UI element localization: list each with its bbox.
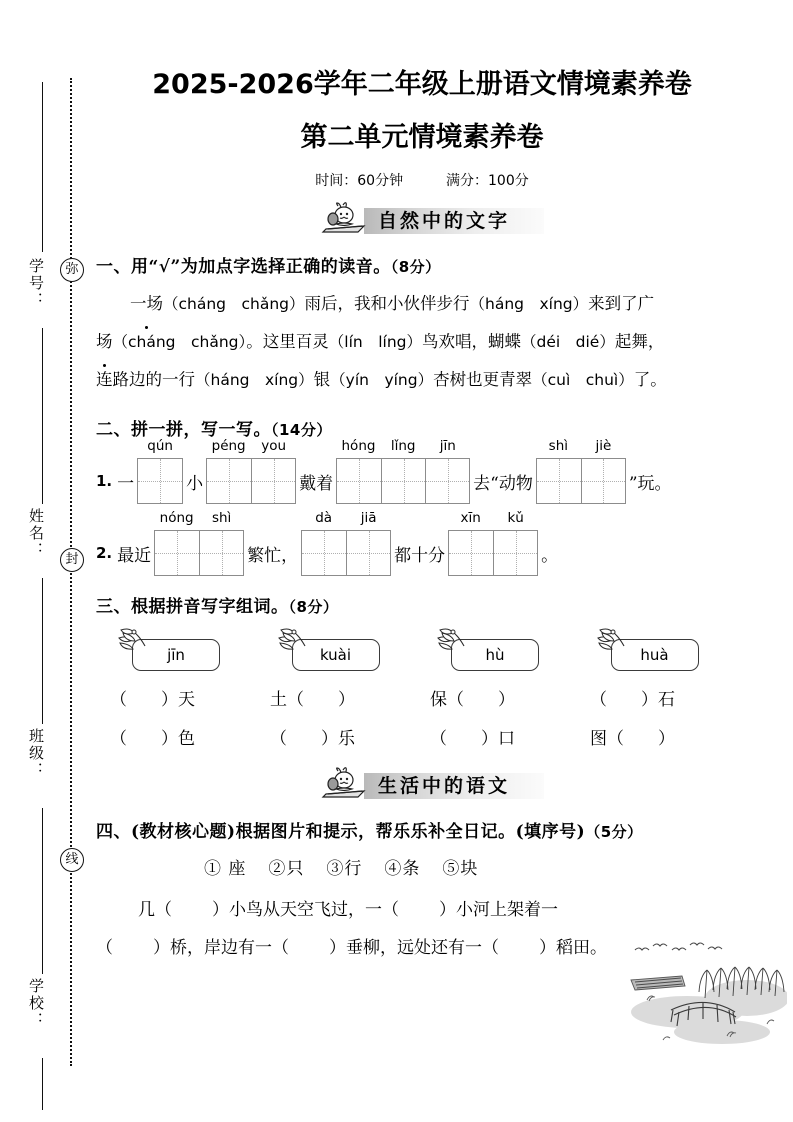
dragonfly-icon — [594, 626, 628, 654]
q3-card-column — [589, 639, 749, 671]
question-2-title: 二、拼一拼，写一写。 — [96, 420, 271, 440]
question-2-score: （14分） — [271, 421, 332, 439]
dotted-char-chang1: 一场 — [130, 285, 163, 322]
tianzige-cell[interactable] — [381, 459, 425, 503]
blank-prefix: 图（ — [590, 729, 624, 749]
binding-rule-2 — [42, 328, 43, 504]
passage-text-3b: 银 — [313, 370, 331, 389]
q3-blank-item[interactable] — [110, 685, 270, 710]
q2-row-number: 1. — [96, 472, 113, 490]
pinyin-card-label: jīn — [167, 646, 185, 664]
q2-static-text: 最近 — [117, 545, 152, 566]
tianzige-cell[interactable] — [302, 531, 346, 575]
dragonfly-icon — [434, 626, 468, 654]
section-title-1: 自然中的文字 — [377, 209, 510, 232]
pinyin-choice-1[interactable]: （cháng chǎng） — [163, 295, 305, 313]
tianzige-pinyin — [448, 510, 538, 526]
blank-prefix: （ — [110, 729, 127, 749]
q2-static-text: 一 — [117, 473, 135, 494]
q3-card-column — [110, 639, 270, 671]
q4-text-2a: （ — [96, 938, 113, 958]
blank-prefix: （ — [270, 729, 287, 749]
pinyin-syllable: lǐng — [390, 438, 416, 454]
passage-text-2b: 。这里百灵 — [246, 332, 329, 351]
pinyin-syllable: jiè — [595, 438, 612, 454]
tianzige-group — [301, 510, 391, 576]
passage-line-3 — [96, 361, 748, 399]
tianzige-cell[interactable] — [346, 531, 390, 575]
q4-text-2d: ）稻田。 — [539, 938, 607, 958]
seal-badge-mi: 弥 — [60, 258, 84, 282]
pinyin-syllable: jīn — [439, 438, 456, 454]
binding-margin — [0, 0, 92, 1122]
question-1-score: （8分） — [390, 258, 441, 276]
pinyin-syllable: péng — [211, 438, 246, 454]
tianzige-pinyin — [336, 438, 470, 454]
field-label-student-id: 学号： — [27, 258, 45, 309]
q2-static-text: 戴着 — [299, 473, 334, 494]
total-score-label: 满分：100分 — [446, 173, 529, 189]
q3-card-column — [270, 639, 430, 671]
riverside-scenery-illustration — [627, 940, 787, 1058]
pinyin-choice-2[interactable]: （háng xíng） — [469, 295, 589, 313]
tianzige-cell[interactable] — [207, 459, 251, 503]
tianzige-cell[interactable] — [251, 459, 295, 503]
blank-suffix: ）天 — [161, 690, 195, 710]
q2-static-text: ”玩。 — [628, 473, 672, 494]
q2-static-text: 都十分 — [394, 545, 446, 566]
question-3-cards — [96, 639, 748, 671]
tianzige-cell[interactable] — [425, 459, 469, 503]
question-3-title: 三、根据拼音写字组词。 — [96, 597, 289, 617]
seal-badge-xian: 线 — [60, 848, 84, 872]
tianzige-cell[interactable] — [449, 531, 493, 575]
exam-meta — [96, 170, 748, 190]
tianzige-cell[interactable] — [138, 459, 182, 503]
pinyin-card — [451, 639, 539, 671]
question-2-heading — [96, 415, 748, 440]
binding-rule-3 — [42, 578, 43, 724]
blank-suffix: ）口 — [481, 729, 515, 749]
question-4-title: 四、(教材核心题)根据图片和提示，帮乐乐补全日记。(填序号) — [96, 822, 586, 842]
q4-option: ②只 — [268, 859, 305, 879]
q3-blank-item[interactable] — [430, 724, 590, 749]
q3-blank-item[interactable] — [270, 685, 430, 710]
passage-text-3d: 了。 — [633, 370, 667, 389]
question-3-heading — [96, 592, 748, 617]
tianzige-cells — [448, 530, 538, 576]
tianzige-group — [206, 438, 296, 504]
question-3-blank-row-2 — [96, 724, 748, 749]
pinyin-choice-7[interactable]: （yín yíng） — [330, 371, 434, 389]
passage-text-3c: 杏树也更青翠 — [433, 370, 533, 389]
passage-text-1c: 来到了广 — [588, 294, 655, 313]
tianzige-pinyin — [137, 438, 183, 454]
tianzige-group — [137, 438, 183, 504]
pinyin-syllable: qún — [147, 438, 173, 454]
pinyin-syllable: shì — [211, 510, 232, 526]
q2-static-text: 小 — [186, 473, 204, 494]
time-label: 时间：60分钟 — [315, 173, 404, 189]
q3-blank-item[interactable] — [270, 724, 430, 749]
field-label-name: 姓名： — [27, 508, 45, 559]
dotted-char-chang2: 场 — [96, 323, 113, 360]
q2-row — [96, 510, 748, 576]
pinyin-syllable: kǔ — [507, 510, 524, 526]
blank-suffix: ）乐 — [321, 729, 355, 749]
q4-option: ③行 — [326, 859, 363, 879]
seal-dotted-line — [70, 78, 72, 1066]
q4-text-2c: ）垂柳，远处还有一（ — [329, 938, 499, 958]
passage-line-2 — [96, 323, 748, 361]
pinyin-syllable: hóng — [341, 438, 376, 454]
pinyin-card — [292, 639, 380, 671]
tianzige-cell[interactable] — [337, 459, 381, 503]
q4-option: ① 座 — [204, 859, 247, 879]
q2-static-text: 去“动物 — [473, 473, 533, 494]
pinyin-syllable: xīn — [460, 510, 481, 526]
passage-text-1b: 雨后，我和小伙伴步行 — [304, 294, 470, 313]
q4-text-1c: ）小河上架着一 — [439, 900, 558, 920]
pinyin-card-label: hù — [485, 646, 505, 664]
pinyin-choice-3[interactable]: （cháng chǎng） — [112, 333, 247, 351]
question-4-score: （5分） — [585, 823, 643, 841]
question-1-heading — [96, 252, 748, 277]
pinyin-card — [132, 639, 220, 671]
tianzige-cell[interactable] — [537, 459, 581, 503]
tianzige-pinyin — [301, 510, 391, 526]
blank-prefix: （ — [430, 729, 447, 749]
blank-prefix: 土（ — [270, 690, 304, 710]
tianzige-cell[interactable] — [581, 459, 625, 503]
question-3-blank-row-1 — [96, 685, 748, 710]
q4-text-1b: ）小鸟从天空飞过，一（ — [212, 900, 399, 920]
dragonfly-icon — [115, 626, 149, 654]
pinyin-syllable: shì — [548, 438, 569, 454]
blank-prefix: （ — [110, 690, 127, 710]
tianzige-cells — [536, 458, 626, 504]
tianzige-pinyin — [206, 438, 296, 454]
pinyin-card — [611, 639, 699, 671]
pinyin-syllable: jiā — [360, 510, 377, 526]
binding-rule-5 — [42, 1058, 43, 1110]
pinyin-choice-4[interactable]: （lín líng） — [328, 333, 422, 351]
question-4-options — [96, 854, 748, 879]
binding-rule-4 — [42, 808, 43, 974]
passage-line-1 — [96, 285, 748, 323]
blank-prefix: （ — [590, 690, 607, 710]
pinyin-syllable: dà — [315, 510, 333, 526]
tianzige-group — [154, 510, 244, 576]
q4-text-1a: 几（ — [138, 900, 172, 920]
pinyin-syllable: you — [261, 438, 287, 454]
tianzige-group — [448, 510, 538, 576]
blank-suffix: ）色 — [161, 729, 195, 749]
passage-text-2d: 起舞， — [614, 332, 665, 351]
tianzige-cells — [336, 458, 470, 504]
q4-option: ⑤块 — [442, 859, 479, 879]
field-label-school: 学校： — [27, 978, 45, 1029]
blank-suffix: ）石 — [641, 690, 675, 710]
tianzige-group — [536, 438, 626, 504]
dragonfly-icon — [275, 626, 309, 654]
question-4-heading — [96, 817, 748, 842]
tianzige-pinyin — [536, 438, 626, 454]
pinyin-choice-6[interactable]: （háng xíng） — [195, 371, 314, 389]
pinyin-choice-8[interactable]: （cuì chuì） — [532, 371, 634, 389]
question-1-passage — [96, 285, 748, 399]
tianzige-cell[interactable] — [155, 531, 199, 575]
q2-row — [96, 438, 748, 504]
rabbit-reading-icon — [318, 202, 372, 236]
tianzige-cells — [206, 458, 296, 504]
passage-text-2c: 鸟欢唱，蝴蝶 — [421, 332, 521, 351]
blank-suffix: ） — [338, 690, 355, 710]
question-1-title: 一、用“√”为加点字选择正确的读音。 — [96, 257, 391, 277]
field-label-class: 班级： — [27, 728, 45, 779]
blank-suffix: ） — [658, 729, 675, 749]
pinyin-syllable: nóng — [159, 510, 194, 526]
q2-row-number: 2. — [96, 544, 113, 562]
tianzige-cell[interactable] — [493, 531, 537, 575]
q3-blank-item[interactable] — [430, 685, 590, 710]
tianzige-cells — [137, 458, 183, 504]
q3-card-column — [429, 639, 589, 671]
rabbit-reading-icon-2 — [318, 767, 372, 801]
section-banner-2 — [96, 767, 748, 801]
tianzige-cells — [154, 530, 244, 576]
tianzige-cells — [301, 530, 391, 576]
question-2-rows — [96, 438, 748, 576]
page-title: 2025-2026学年二年级上册语文情境素养卷 — [152, 69, 692, 100]
q3-blank-item[interactable] — [590, 685, 750, 710]
section-title-2: 生活中的语文 — [377, 774, 510, 797]
blank-prefix: 保（ — [430, 690, 464, 710]
tianzige-group — [336, 438, 470, 504]
pinyin-card-label: huà — [640, 646, 669, 664]
q4-text-2b: ）桥，岸边有一（ — [153, 938, 289, 958]
binding-rule-1 — [42, 82, 43, 252]
passage-text-3a: 连路边的一行 — [96, 370, 195, 389]
section-banner-1 — [96, 202, 748, 236]
seal-badge-feng: 封 — [60, 548, 84, 572]
pinyin-choice-5[interactable]: （déi dié） — [520, 333, 615, 351]
q2-static-text: 。 — [541, 545, 559, 566]
blank-suffix: ） — [498, 690, 515, 710]
tianzige-cell[interactable] — [199, 531, 243, 575]
tianzige-pinyin — [154, 510, 244, 526]
question-3-score: （8分） — [288, 598, 339, 616]
question-4-line-1 — [96, 891, 748, 929]
pinyin-card-label: kuài — [319, 646, 352, 664]
q2-static-text: 繁忙， — [247, 545, 299, 566]
q3-blank-item[interactable] — [590, 724, 750, 749]
q4-option: ④条 — [384, 859, 421, 879]
q3-blank-item[interactable] — [110, 724, 270, 749]
page-subtitle: 第二单元情境素养卷 — [300, 122, 544, 153]
